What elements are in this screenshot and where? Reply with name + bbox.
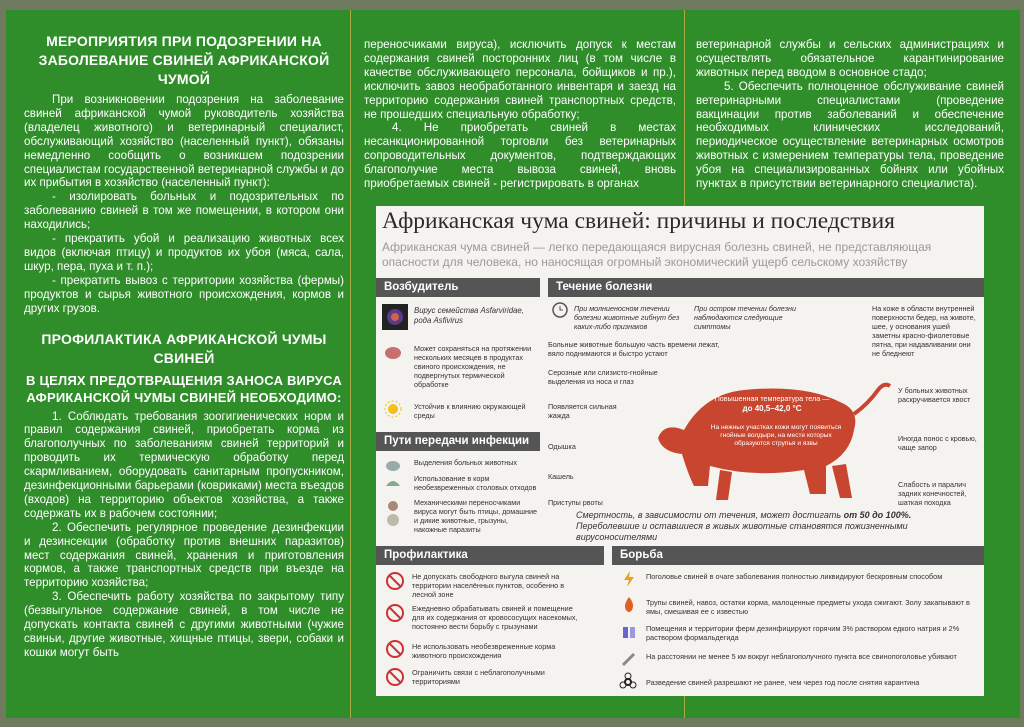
clock-icon — [552, 302, 568, 318]
transmission-item: Выделения больных животных — [414, 458, 518, 467]
agent-text: Вирус семейства Asfarviridae, рода Asfivirus — [414, 306, 524, 325]
measure-item: - изолировать больных и подозрительных по заболеванию свиней в том же помещении, в котором они находились; — [24, 190, 344, 232]
prevention-item: Ежедневно обрабатывать свиней и помещение для их содержания от кровососущих насекомых, постоянно вести борьбу с грызунами — [412, 604, 578, 631]
infographic-subtitle: Африканская чума свиней — легко передающаяся вирусная болезнь свиней, не представляющая опасности для человека, но наносящая огромный экономический ущерб сельскому хозяйству — [382, 240, 932, 269]
syringe-icon — [620, 650, 638, 668]
fight-item: Помещения и территории ферм дезинфицируют горячим 3% раствором едкого натрия и 2% раствором формальдегида — [646, 624, 960, 642]
temperature-label: Повышенная температура тела — — [714, 394, 830, 403]
column-left — [24, 32, 344, 660]
measure-item: - прекратить убой и реализацию животных всех видов (включая птицу) и продуктов их убоя (мяса, сала, шкур, пера, пуха и т. п.); — [24, 232, 344, 273]
continuation-paragraph: переносчиками вируса), исключить допуск к местам содержания свиней посторонних лиц (в том числе в качестве обслуживающего персонала, бойщиков и пр.), исключить завоз необработанного инвентаря и заезд на территорию содержания свиней транспортных средств, не прошедших специальную обработку; — [364, 38, 676, 121]
column-middle — [364, 38, 676, 191]
temperature-value: до 40,5–42,0 °С — [742, 404, 802, 413]
prevention-item: Ограничить связи с неблагополучными территориями — [412, 668, 545, 686]
symptom-callout: Слабость и паралич задних конечностей, шаткая походка — [898, 480, 967, 507]
intro-paragraph: При возникновении подозрения на заболевание свиней африканской чумой руководитель хозяйства (владелец животного) и ветеринарный специалист, обслуживающий хозяйство (населенный пункт), обязаны немедленно сообщить о возникшем подозрении специалистам государственной ветеринарной службы и до их прибытия в хозяйство (населенный пункт): — [24, 93, 344, 190]
transmission-item: Механическими переносчиками вируса могут быть птицы, домашние и дикие животные, грызуны, накожные паразиты — [414, 498, 537, 534]
section-course: Течение болезни — [548, 278, 984, 297]
heading-measures: МЕРОПРИЯТИЯ ПРИ ПОДОЗРЕНИИ НА ЗАБОЛЕВАНИЕ СВИНЕЙ АФРИКАНСКОЙ ЧУМОЙ — [38, 33, 330, 87]
prevention-item: 3. Обеспечить работу хозяйства по закрытому типу (безвыгульное содержание свиней, в том числе не допускать контакта свиней с другими животными (чужие свиньи, другие животные, хищные птицы, звери, собаки и кошки могут быть — [24, 590, 344, 659]
section-fight: Борьба — [612, 546, 984, 565]
virus-icon — [382, 304, 408, 330]
symptom-callout: Приступы рвоты — [548, 498, 603, 507]
prevention-item: Не допускать свободного выгула свиней на территории населённых пунктов, особенно в лесной зоне — [412, 572, 565, 599]
prevention-item: 1. Соблюдать требования зоогигиенических норм и правил содержания свиней, приобретать корма из благополучных по заболеваниям свиней территорий и проводить их термическую обработку перед скармливанием, оборудовать санитарным пропускником, дезинфекционными барьерами (ковриками) места въездов (входов) на территорию объектов хозяйства, а также содержать их в рабочем состоянии; — [24, 409, 344, 520]
mortality-text: Переболевшие и оставшиеся в живых животные становятся пожизненными вирусоносителями — [576, 521, 908, 542]
animals-icon — [384, 498, 402, 530]
symptom-callout: Кашель — [548, 472, 574, 481]
fight-item: Поголовье свиней в очаге заболевания полностью ликвидируют бескровным способом — [646, 572, 943, 581]
section-transmission: Пути передачи инфекции — [376, 432, 540, 451]
skin-note: На нежных участках кожи могут появиться гнойные волдыри, на месте которых образуются струпья и язвы — [710, 424, 842, 447]
course-acute: При остром течении болезни наблюдаются следующие симптомы — [694, 304, 797, 331]
prevention-item: Не использовать необезвреженные корма животного происхождения — [412, 642, 556, 660]
infographic-asf — [376, 206, 984, 696]
symptom-callout: У больных животных раскручивается хвост — [898, 386, 971, 404]
symptom-callout: Серозные или слизисто-гнойные выделения из носа и глаз — [548, 368, 658, 386]
no-pig-icon — [386, 572, 404, 590]
food-waste-icon — [384, 474, 402, 492]
biohazard-icon — [618, 672, 638, 692]
mortality-text: Смертность, в зависимости от течения, может достигать — [576, 510, 844, 520]
course-fulminant: При молниеносном течении болезни животные гибнут без каких-либо признаков — [574, 304, 680, 331]
heading-prevention: ПРОФИЛАКТИКА АФРИКАНСКОЙ ЧУМЫ СВИНЕЙ — [41, 330, 327, 366]
column-right — [696, 38, 1004, 191]
fight-item: Разведение свиней разрешают не ранее, чем через год после снятия карантина — [646, 678, 920, 687]
continuation-paragraph: ветеринарной службы и сельских администрациях и осуществлять обязательное карантинирование животных перед вводом в основное стадо; — [696, 38, 1004, 79]
symptom-callout: Одышка — [548, 442, 576, 451]
fight-item: Трупы свиней, навоз, остатки корма, малоценные предметы ухода сжигают. Золу закапывают в ямы, смешивая ее с известью — [646, 598, 970, 616]
section-agent: Возбудитель — [376, 278, 540, 297]
symptom-callout: Появляется сильная жажда — [548, 402, 617, 420]
fold-line — [350, 10, 351, 718]
symptom-callout: Иногда понос с кровью, чаще запор — [898, 434, 977, 452]
no-contact-icon — [386, 668, 404, 686]
section-prevention: Профилактика — [376, 546, 604, 565]
lightning-icon — [620, 570, 638, 588]
pig-snout-icon — [384, 456, 402, 474]
symptom-callout: На коже в области внутренней поверхности бедер, на животе, шее, у основания ушей заметны красно-фиолетовые пятна, при надавливании они не бледнеют — [872, 304, 976, 358]
meat-icon — [384, 344, 402, 362]
measure-item: - прекратить вывоз с территории хозяйства (фермы) продуктов и сырья животного происхождения, кормов и других грузов. — [24, 273, 344, 315]
fight-item: На расстоянии не менее 5 км вокруг неблагополучного пункта все свинопоголовье убивают — [646, 652, 957, 661]
infographic-title: Африканская чума свиней: причины и последствия — [382, 208, 895, 234]
no-insect-icon — [386, 604, 404, 622]
heading-necessary: В ЦЕЛЯХ ПРЕДОТВРАЩЕНИЯ ЗАНОСА ВИРУСА АФРИКАНСКОЙ ЧУМЫ СВИНЕЙ НЕОБХОДИМО: — [26, 372, 342, 405]
mortality-note — [576, 510, 976, 543]
mortality-value: от 50 до 100%. — [843, 510, 912, 520]
no-feed-icon — [386, 640, 404, 658]
prevention-item: 4. Не приобретать свиней в местах несанкционированной торговли без ветеринарных сопроводительных документов, подтверждающих благополучие места вывоза свиней, вновь приобретаемых свиней - регистрировать в органах — [364, 121, 676, 191]
agent-fact: Может сохраняться на протяжении нескольких месяцев в продуктах свиного происхождения, не подвергнутых термической обработке — [414, 344, 532, 389]
prevention-item: 2. Обеспечить регулярное проведение дезинфекции и дезинсекции (обработку против внешних паразитов) мест содержания свиней, хранения и приготовления кормов, а также транспортных средств при въезде на территорию хозяйства; — [24, 520, 344, 590]
disinfectant-icon — [620, 622, 638, 640]
sun-icon — [384, 400, 402, 418]
fire-icon — [620, 596, 638, 614]
symptom-callout: Больные животные большую часть времени лежат, вяло поднимаются и быстро устают — [548, 340, 720, 358]
agent-fact: Устойчив к влиянию окружающей среды — [414, 402, 526, 420]
transmission-item: Использование в корм необезвреженных столовых отходов — [414, 474, 537, 492]
prevention-item: 5. Обеспечить полноценное обслуживание свиней ветеринарными специалистами (проведение вакцинации против заболеваний и обеспечение необходимых клинических исследований, периодическое осуществление ветеринарных осмотров животных с измерением температуры тела, проведение убоя на специализированных бойнях или убойных пунктах в присутствии ветеринарного специалиста). — [696, 79, 1004, 191]
